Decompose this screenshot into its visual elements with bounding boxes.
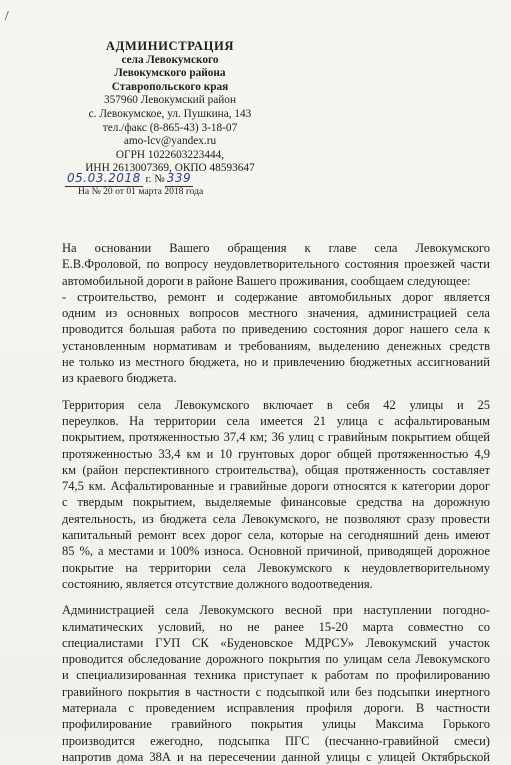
body-line: Е.В.Фроловой, по вопросу неудовлетворительного состояния проезжей части <box>62 257 490 272</box>
body-line: производится ежегодно, подсыпка ПГС (песчанно-гравийной смеси) <box>62 733 490 748</box>
body-line: переулков. На территории села имеется 21 улица с асфальтированым <box>62 413 490 428</box>
body-line: покрытие на территории села Левокумского к неудовлетворительному <box>62 560 490 575</box>
sender-line-village: села Левокумского <box>121 53 219 66</box>
body-line: профилирование гравийного покрытия улицы Максима Горького <box>62 717 490 732</box>
body-line: из краевого бюджета. <box>62 371 177 386</box>
body-line: состоянию, является отсутствие должного водоотведения. <box>62 576 373 591</box>
paragraph-4 <box>38 602 490 765</box>
body-line: км (район перспективного строительства), общая протяженность составляет <box>62 462 490 477</box>
body-line: 74,5 км. Асфальтированные и гравийные дороги относятся к категории дорог <box>62 479 490 494</box>
sender-email: amo-lcv@yandex.ru <box>123 135 217 148</box>
body-line: деятельность, из бюджета села Левокумского, не позволяют сразу провести <box>62 511 490 526</box>
body-line: климатических условий, но не ранее 15-20 марта совместно со <box>62 619 490 634</box>
body-line: специалистами ГУП СК «Буденовское МДРСУ» Левокумский участок <box>62 635 490 650</box>
sender-header <box>60 40 280 176</box>
registration-line <box>65 172 275 187</box>
body-line: автомобильной дороги в районе Вашего проживания, сообщаем следующее: <box>62 273 471 288</box>
body-line: установленным нормативам и требованиям, выделению денежных средств <box>62 338 490 353</box>
body-line: На основании Вашего обращения к главе села Левокумского <box>62 241 490 255</box>
paragraph-2 <box>38 289 490 387</box>
page-corner-mark <box>5 11 17 23</box>
sender-phone: тел./факс (8-865-43) 3-18-07 <box>102 121 238 134</box>
body-line: материала с проведением исправления профиля дороги. В частности <box>62 701 490 716</box>
sender-ogrn: ОГРН 1022603223444, <box>115 148 225 161</box>
body-line: Администрацией села Левокумского весной при наступлении погодно- <box>62 603 490 618</box>
body-line: проводится большая работа по приведению состояния дорог нашего села к <box>62 322 490 337</box>
body-line: 85 %, а местами и 100% износа. Основной причиной, приводящей дорожное <box>62 544 490 559</box>
reference-line: На № 20 от 01 марта 2018 года <box>78 186 204 197</box>
body-line: и специализированная техника приступает к работам по профилированию <box>62 668 490 683</box>
registration-date: 05.03.2018 <box>67 171 141 185</box>
body-line: протяженностью 33,4 км и 10 грунтовых дорог общей протяженностью 4,9 <box>62 446 490 461</box>
paragraph-3 <box>38 397 490 593</box>
body-line: не только из местного бюджета, но и привлечению бюджетных ассигнований <box>62 355 490 370</box>
body-line: капитальный ремонт всех дорог села, которые на сегодняшний день имеют <box>62 528 490 543</box>
body-line: - строительство, ремонт и содержание автомобильных дорог является <box>62 289 490 304</box>
paragraph-1 <box>38 240 490 289</box>
sender-postal: 357960 Левокумский район <box>103 94 236 107</box>
body-line: с твердым покрытием, выделяемые финансовые средства на дорожную <box>62 495 490 510</box>
body-line: проводится обследование дорожного покрытия по улицам села Левокумского <box>62 652 490 667</box>
sender-title: АДМИНИСТРАЦИЯ <box>105 39 235 53</box>
body-line: гравийного покрытия в частности с подсыпкой или без подсыпки инертного <box>62 684 490 699</box>
body-line: одним из основных вопросов местного значения, администрацией села <box>62 306 490 321</box>
body-line: напротив дома 38А и на пересечении данной улицы с улицей Октябрьской <box>62 749 490 764</box>
body-line: Территория села Левокумского включает в себя 42 улицы и 25 <box>62 397 490 412</box>
sender-line-district: Левокумского района <box>114 67 226 80</box>
sender-line-region: Ставропольского края <box>111 80 229 93</box>
body-line: покрытием, протяженностью 37,4 км; 36 улиц с гравийным покрытием общей <box>62 430 490 445</box>
letter-body <box>38 240 490 765</box>
sender-street: с. Левокумское, ул. Пушкина, 143 <box>88 107 252 120</box>
sender-inn: ИНН 2613007369, ОКПО 48593647 <box>85 162 255 175</box>
registration-number: 339 <box>166 171 192 185</box>
registration-suffix: г. № <box>145 173 165 185</box>
